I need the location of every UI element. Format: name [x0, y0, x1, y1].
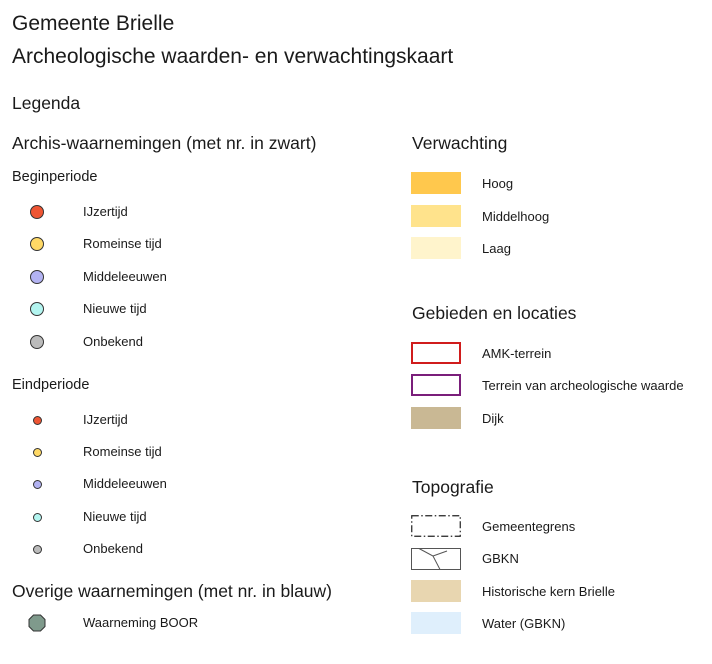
legend-heading: Legenda [12, 93, 81, 113]
legend-label: Hoog [482, 176, 514, 191]
legend-label: Historische kern Brielle [482, 584, 615, 599]
legend-label: Dijk [482, 411, 504, 426]
legend-label: Water (GBKN) [482, 616, 566, 631]
legend-label: Nieuwe tijd [83, 301, 147, 316]
archis-heading: Archis-waarnemingen (met nr. in zwart) [12, 133, 317, 153]
beginperiode-heading: Beginperiode [12, 169, 98, 185]
gebieden-heading: Gebieden en locaties [412, 303, 577, 323]
circle-icon [30, 237, 44, 251]
fill-swatch [411, 205, 461, 227]
fill-swatch [411, 237, 461, 259]
map-subtitle: Archeologische waarden- en verwachtingskaart [12, 45, 454, 68]
legend-label: Middeleeuwen [83, 269, 167, 284]
legend-label: Laag [482, 241, 511, 256]
legend-label: Terrein van archeologische waarde [482, 378, 684, 393]
eindperiode-heading: Eindperiode [12, 377, 90, 393]
fill-swatch [411, 580, 461, 602]
legend-label: Onbekend [83, 541, 143, 556]
legend-label: AMK-terrein [482, 346, 552, 361]
topografie-heading: Topografie [412, 477, 494, 497]
small-circle-icon [33, 480, 42, 489]
legend-label: IJzertijd [83, 204, 128, 219]
map-title: Gemeente Brielle [12, 12, 175, 35]
legend-label: Nieuwe tijd [83, 509, 147, 524]
legend-label: Middeleeuwen [83, 476, 167, 491]
fill-swatch [411, 612, 461, 634]
legend-label: Middelhoog [482, 209, 550, 224]
circle-icon [30, 302, 44, 316]
legend-label: IJzertijd [83, 412, 128, 427]
octagon-icon [28, 614, 46, 632]
verwachting-heading: Verwachting [412, 133, 508, 153]
small-circle-icon [33, 416, 42, 425]
fill-swatch [411, 172, 461, 194]
red-outline-swatch [411, 342, 461, 364]
dashdot-border-swatch-icon [411, 515, 461, 537]
legend-label: Onbekend [83, 334, 143, 349]
circle-icon [30, 335, 44, 349]
fill-swatch [411, 407, 461, 429]
circle-icon [30, 270, 44, 284]
legend-label: Romeinse tijd [83, 444, 162, 459]
overige-heading: Overige waarnemingen (met nr. in blauw) [12, 581, 333, 601]
legend-label: Romeinse tijd [83, 236, 162, 251]
circle-icon [30, 205, 44, 219]
small-circle-icon [33, 545, 42, 554]
small-circle-icon [33, 448, 42, 457]
legend-label: Waarneming BOOR [83, 615, 199, 630]
small-circle-icon [33, 513, 42, 522]
line-sketch-swatch-icon [411, 548, 461, 570]
legend-label: Gemeentegrens [482, 519, 576, 534]
purple-outline-swatch [411, 374, 461, 396]
legend-label: GBKN [482, 551, 519, 566]
